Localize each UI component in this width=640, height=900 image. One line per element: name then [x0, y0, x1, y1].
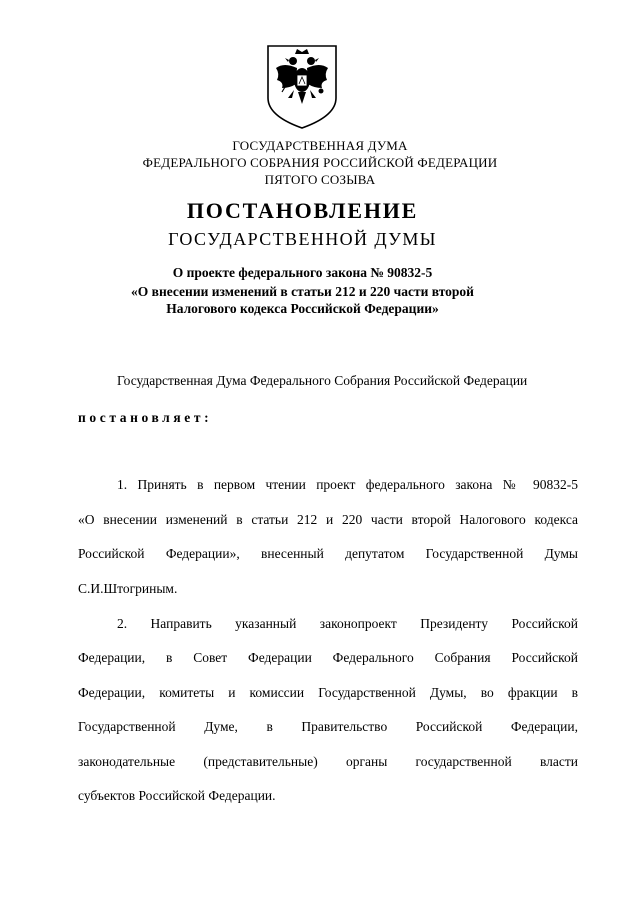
document-subtitle: ГОСУДАРСТВЕННОЙ ДУМЫ: [168, 229, 437, 249]
item2-line-5: законодательные (представительные) органы государственной власти: [78, 754, 578, 769]
header-line-convocation: ПЯТОГО СОЗЫВА: [264, 172, 376, 187]
item1-line-3: Российской Федерации», внесенный депутатом Государственной Думы: [78, 546, 578, 561]
item1-line-4: С.И.Штогриным.: [78, 581, 178, 596]
subject-line-2: «О внесении изменений в статьи 212 и 220 части второй: [131, 284, 474, 299]
decree-word: постановляет:: [78, 410, 213, 425]
item1-line-1: 1. Принять в первом чтении проект федерального закона № 90832-5: [117, 477, 578, 492]
subject-line-1: О проекте федерального закона № 90832-5: [172, 265, 433, 280]
preamble-text: Государственная Дума Федерального Собрания Российской Федерации: [117, 373, 528, 388]
header-line-duma: ГОСУДАРСТВЕННАЯ ДУМА: [232, 138, 408, 153]
item1-line-2: «О внесении изменений в статьи 212 и 220 части второй Налогового кодекса: [78, 512, 578, 527]
item2-line-1: 2. Направить указанный законопроект Президенту Российской: [117, 616, 578, 631]
document-title: ПОСТАНОВЛЕНИЕ: [186, 198, 419, 223]
subject-line-3: Налогового кодекса Российской Федерации»: [166, 301, 439, 316]
item2-line-2: Федерации, в Совет Федерации Федерального Собрания Российской: [78, 650, 578, 665]
item2-line-3: Федерации, комитеты и комиссии Государственной Думы, во фракции в: [78, 685, 578, 700]
header-line-federal-assembly: ФЕДЕРАЛЬНОГО СОБРАНИЯ РОССИЙСКОЙ ФЕДЕРАЦИИ: [142, 155, 498, 170]
russian-coat-of-arms-icon: [264, 44, 340, 130]
item2-line-4: Государственной Думе, в Правительство Российской Федерации,: [78, 719, 578, 734]
item2-line-6: субъектов Российской Федерации.: [78, 788, 276, 803]
